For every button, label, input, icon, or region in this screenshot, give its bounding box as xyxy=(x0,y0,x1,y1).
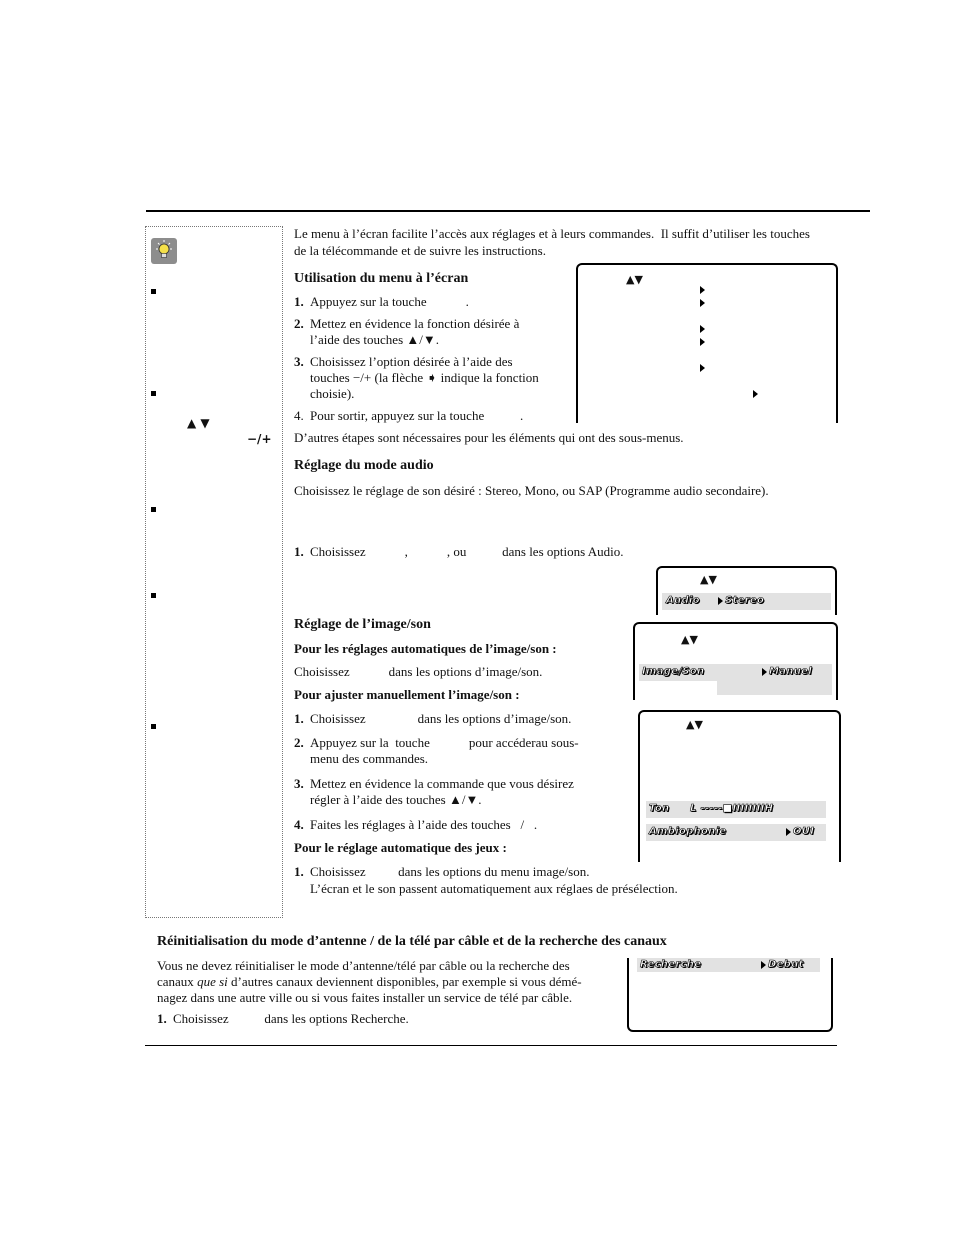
picture-option-bar-extension xyxy=(717,681,832,695)
tone-scale: L -----■IIIIIIIIH xyxy=(690,803,774,814)
top-rule xyxy=(146,210,870,212)
pointer-icon xyxy=(786,828,791,836)
pointer-icon xyxy=(700,286,705,294)
menu-step-3: 3. Choisissez l’option désirée à l’aide des touches −/+ (la flèche ➧ indique la fonction choisie). xyxy=(294,354,539,401)
search-screen xyxy=(627,958,833,1032)
reset-paragraph-line-1: Vous ne devez réinitialiser le mode d’antenne/télé par câble ou la recherche des xyxy=(157,958,570,973)
pointer-icon xyxy=(718,597,723,605)
audio-option-value: Stereo xyxy=(725,595,765,606)
submenu-note: D’autres étapes sont nécessaires pour les éléments qui ont des sous-menus. xyxy=(294,430,684,445)
sidebar-minusplus: −/+ xyxy=(247,432,272,446)
manual-step-4: 4. Faites les réglages à l’aide des touches / . xyxy=(294,817,538,832)
menu-step-4: 4. Pour sortir, appuyez sur la touche . xyxy=(294,408,524,423)
reset-paragraph-line-3: nagez dans une autre ville ou si vous faites installer un service de télé par câble. xyxy=(157,990,573,1005)
menu-step-2: 2. Mettez en évidence la fonction désirée à l’aide des touches ▲/▼. xyxy=(294,316,520,347)
search-option-value: Debut xyxy=(768,959,804,970)
pointer-icon xyxy=(700,325,705,333)
menu-usage-heading: Utilisation du menu à l’écran xyxy=(294,271,469,286)
audio-step-1: 1. Choisissez , , ou dans les options Audio. xyxy=(294,544,624,559)
sidebar-bullet xyxy=(151,724,156,729)
sidebar-bullet xyxy=(151,593,156,598)
menu-step-1: 1. Appuyez sur la touche . xyxy=(294,294,469,309)
picture-screen xyxy=(633,622,838,700)
pointer-icon xyxy=(753,390,758,398)
surround-label: Ambiophonie xyxy=(649,826,727,837)
nav-arrows-icon: ▲▼ xyxy=(626,273,643,286)
sidebar-bullet xyxy=(151,507,156,512)
intro-line-1: Le menu à l’écran facilite l’accès aux réglages et à leurs commandes. Il suffit d’utiliser les touches xyxy=(294,226,810,241)
pointer-icon xyxy=(761,961,766,969)
game-settings-heading: Pour le réglage automatique des jeux : xyxy=(294,840,507,855)
reset-paragraph-line-2: canaux que si d’autres canaux deviennent disponibles, par exemple si vous démé- xyxy=(157,974,582,989)
search-option-label: Recherche xyxy=(640,959,702,970)
audio-screen xyxy=(656,566,837,615)
audio-option-label: Audio xyxy=(666,595,700,606)
nav-arrows-icon: ▲▼ xyxy=(686,718,703,731)
sidebar-arrows: ▲ ▼ xyxy=(187,416,210,430)
manual-step-2: 2. Appuyez sur la touche pour accéderau sous- menu des commandes. xyxy=(294,735,579,766)
sidebar-bullet xyxy=(151,391,156,396)
pointer-icon xyxy=(700,299,705,307)
audio-heading: Réglage du mode audio xyxy=(294,458,434,473)
auto-settings-text: Choisissez dans les options d’image/son. xyxy=(294,664,543,679)
controls-screen xyxy=(638,710,841,862)
lightbulb-icon xyxy=(151,238,177,264)
tips-sidebar xyxy=(145,226,283,918)
picture-option-value: Manuel xyxy=(769,666,812,677)
tone-label: Ton xyxy=(649,803,670,814)
manual-settings-heading: Pour ajuster manuellement l’image/son : xyxy=(294,687,520,702)
manual-step-3: 3. Mettez en évidence la commande que vous désirez régler à l’aide des touches ▲/▼. xyxy=(294,776,574,807)
intro-line-2: de la télécommande et de suivre les instructions. xyxy=(294,243,546,258)
manual-step-1: 1. Choisissez dans les options d’image/son. xyxy=(294,711,572,726)
nav-arrows-icon: ▲▼ xyxy=(681,633,698,646)
reset-step-1: 1. Choisissez dans les options Recherche. xyxy=(157,1011,409,1026)
main-menu-screen xyxy=(576,263,838,423)
game-step-1: 1. Choisissez dans les options du menu image/son. L’écran et le son passent automatiquement aux réglaes de présélection. xyxy=(294,864,678,896)
picture-option-label: Image/Son xyxy=(642,666,705,677)
surround-value: OUI xyxy=(793,826,815,837)
auto-settings-heading: Pour les réglages automatiques de l’image/son : xyxy=(294,641,557,656)
reset-heading: Réinitialisation du mode d’antenne / de la télé par câble et de la recherche des canaux xyxy=(157,934,667,949)
pointer-icon xyxy=(700,364,705,372)
audio-description: Choisissez le réglage de son désiré : Stereo, Mono, ou SAP (Programme audio secondaire). xyxy=(294,483,769,498)
nav-arrows-icon: ▲▼ xyxy=(700,573,717,586)
picture-heading: Réglage de l’image/son xyxy=(294,617,431,632)
pointer-icon xyxy=(762,668,767,676)
pointer-icon xyxy=(700,338,705,346)
sidebar-bullet xyxy=(151,289,156,294)
bottom-rule xyxy=(145,1045,837,1046)
